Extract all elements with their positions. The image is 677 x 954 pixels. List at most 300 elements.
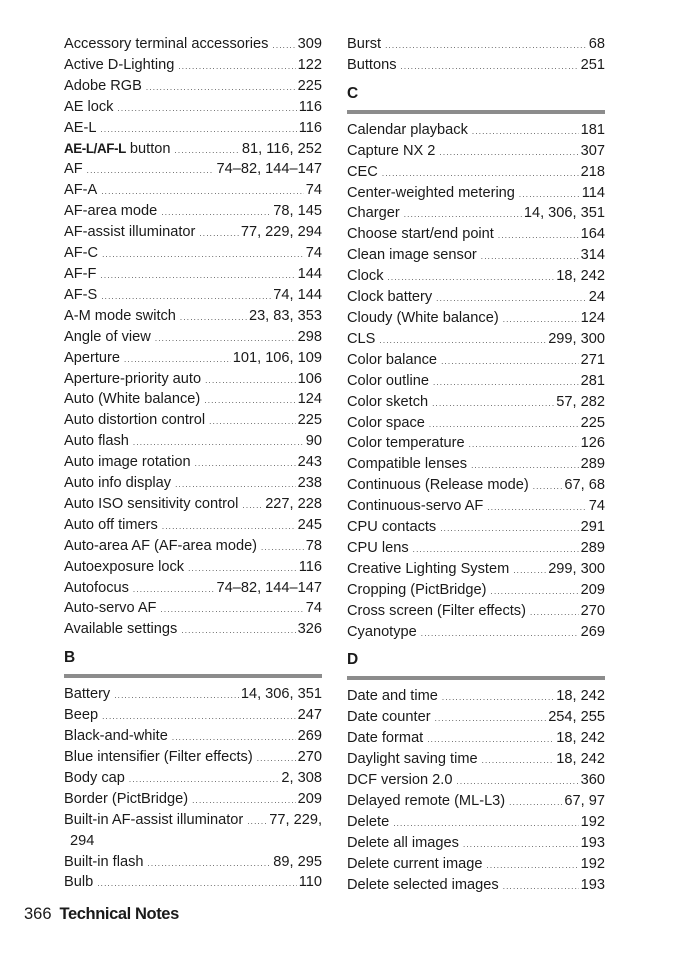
dot-leader xyxy=(440,525,578,533)
index-page-refs: 18, 242 xyxy=(556,688,605,705)
page-number: 366 xyxy=(24,905,52,923)
index-entry xyxy=(64,327,322,348)
index-page-refs: 181 xyxy=(580,121,605,138)
index-term: Battery xyxy=(64,686,111,703)
dot-leader xyxy=(441,358,579,366)
index-page-refs: 291 xyxy=(580,519,605,536)
dot-leader xyxy=(172,734,296,742)
index-entry xyxy=(64,76,322,97)
index-entry xyxy=(64,452,322,473)
index-page-refs: 74 xyxy=(305,182,322,199)
index-page-refs: 124 xyxy=(580,309,605,326)
dot-leader xyxy=(498,232,579,240)
index-page-refs: 90 xyxy=(305,433,322,450)
footer-section-title: Technical Notes xyxy=(59,905,179,923)
dot-leader xyxy=(114,692,239,700)
index-entry xyxy=(64,55,322,76)
dot-leader xyxy=(97,880,297,888)
dot-leader xyxy=(148,860,272,868)
dot-leader xyxy=(257,755,296,763)
dot-leader xyxy=(102,713,296,721)
index-term: Aperture-priority auto xyxy=(64,370,202,387)
index-term: Clock battery xyxy=(347,289,433,306)
index-term: AF xyxy=(64,161,83,178)
dot-leader xyxy=(385,42,587,50)
dot-leader xyxy=(393,820,578,828)
index-term xyxy=(64,139,171,160)
dot-leader xyxy=(192,797,296,805)
index-page-refs: 106 xyxy=(297,370,322,387)
index-term: AF-A xyxy=(64,182,98,199)
index-entry xyxy=(64,557,322,578)
index-page-refs: 271 xyxy=(580,351,605,368)
dot-leader xyxy=(155,335,296,343)
index-page-refs: 254, 255 xyxy=(548,709,605,726)
index-term: Color balance xyxy=(347,351,438,368)
index-term: Built-in flash xyxy=(64,853,144,870)
dot-leader xyxy=(533,483,563,491)
index-term: Buttons xyxy=(347,56,397,73)
index-entry xyxy=(347,812,605,833)
index-page-refs: 14, 306, 351 xyxy=(523,205,605,222)
index-entry xyxy=(64,118,322,139)
index-entry xyxy=(64,726,322,747)
index-page-refs: 57, 282 xyxy=(556,393,605,410)
index-entry xyxy=(347,454,605,475)
dot-leader xyxy=(509,799,562,807)
index-entry xyxy=(64,389,322,410)
index-entry xyxy=(347,266,605,287)
index-term: AE-L xyxy=(64,119,97,136)
index-entry xyxy=(347,433,605,454)
index-entry xyxy=(64,494,322,515)
index-entry xyxy=(64,97,322,118)
section-letter-d: D xyxy=(347,651,359,669)
index-page-refs: 144 xyxy=(297,265,322,282)
index-entry xyxy=(347,770,605,791)
index-page-refs: 209 xyxy=(297,790,322,807)
index-page-refs: 326 xyxy=(297,621,322,638)
dot-leader xyxy=(427,736,554,744)
index-entry xyxy=(64,306,322,327)
dot-leader xyxy=(433,379,579,387)
index-page-refs-continued: 294 xyxy=(70,832,95,849)
index-entry xyxy=(347,475,605,496)
index-page-refs: 360 xyxy=(580,772,605,789)
index-term: Auto distortion control xyxy=(64,412,206,429)
dot-leader xyxy=(471,462,579,470)
dot-leader xyxy=(242,502,263,510)
index-term: Built-in AF-assist illuminator xyxy=(64,811,244,828)
index-page-refs: 309 xyxy=(297,36,322,52)
index-term: Delayed remote (ML-L3) xyxy=(347,793,506,809)
index-term: Cross screen (Filter effects) xyxy=(347,602,526,619)
index-term: Bulb xyxy=(64,874,94,891)
index-page-refs: 193 xyxy=(580,876,605,893)
index-entry xyxy=(64,243,322,264)
index-entry xyxy=(64,180,322,201)
index-page-refs: 270 xyxy=(297,749,322,765)
dot-leader xyxy=(404,211,522,219)
index-term: Daylight saving time xyxy=(347,751,478,768)
index-term: Clock xyxy=(347,268,384,285)
dot-leader xyxy=(382,170,579,178)
index-entry xyxy=(64,222,322,243)
index-entry xyxy=(64,747,322,768)
index-term: Auto-servo AF xyxy=(64,600,157,617)
index-page-refs: 269 xyxy=(580,623,605,640)
index-page-refs: 14, 306, 351 xyxy=(240,686,322,703)
index-entry xyxy=(64,264,322,285)
index-entries-d xyxy=(347,686,605,895)
index-entry xyxy=(64,139,322,160)
index-term: Auto image rotation xyxy=(64,454,191,471)
index-entry xyxy=(64,473,322,494)
index-page-refs: 269 xyxy=(297,728,322,745)
index-term: AF-area mode xyxy=(64,203,158,220)
section-divider xyxy=(64,674,322,678)
index-page-refs: 81, 116, 252 xyxy=(241,140,322,157)
index-term: Burst xyxy=(347,36,382,52)
index-entry xyxy=(347,413,605,434)
dot-leader xyxy=(117,105,296,113)
index-page-refs: 89, 295 xyxy=(273,853,322,870)
index-term: Auto ISO sensitivity control xyxy=(64,495,239,512)
dot-leader xyxy=(161,209,271,217)
index-page-refs: 243 xyxy=(297,454,322,471)
index-term: Available settings xyxy=(64,621,178,638)
index-term: Color temperature xyxy=(347,435,465,452)
dot-leader xyxy=(209,418,295,426)
index-entries-c xyxy=(347,120,605,643)
index-entry xyxy=(347,55,605,76)
dot-leader xyxy=(439,149,578,157)
index-entry xyxy=(347,203,605,224)
dot-leader xyxy=(199,230,238,238)
index-entry xyxy=(64,431,322,452)
index-page-refs: 67, 97 xyxy=(564,793,605,809)
index-page-refs: 164 xyxy=(580,226,605,243)
index-entry xyxy=(347,350,605,371)
index-page-refs: 68 xyxy=(588,36,605,52)
index-entry xyxy=(347,371,605,392)
index-term: Adobe RGB xyxy=(64,77,142,94)
index-entry xyxy=(64,619,322,640)
dot-leader xyxy=(129,776,280,784)
index-page-refs: 209 xyxy=(580,581,605,598)
dot-leader xyxy=(87,167,215,175)
index-page-refs: 245 xyxy=(297,516,322,533)
index-term: CEC xyxy=(347,163,378,180)
index-page-refs: 74, 144 xyxy=(273,286,322,303)
dot-leader xyxy=(491,588,579,596)
dot-leader xyxy=(175,147,240,155)
dot-leader xyxy=(180,314,247,322)
index-entry xyxy=(347,329,605,350)
index-term: Cropping (PictBridge) xyxy=(347,581,487,598)
index-term: Center-weighted metering xyxy=(347,184,515,201)
index-entry xyxy=(347,580,605,601)
index-term: Capture NX 2 xyxy=(347,142,436,159)
index-term: Beep xyxy=(64,707,99,724)
index-entry xyxy=(347,392,605,413)
index-entry xyxy=(347,120,605,141)
index-entry xyxy=(347,308,605,329)
dot-leader xyxy=(100,126,296,134)
index-page-refs: 225 xyxy=(297,412,322,429)
index-term: Body cap xyxy=(64,769,125,786)
index-page-refs: 77, 229, 294 xyxy=(240,224,322,241)
dot-leader xyxy=(133,439,304,447)
dot-leader xyxy=(146,84,296,92)
index-entry xyxy=(64,369,322,390)
index-page-refs: 281 xyxy=(580,372,605,389)
index-page-refs: 114 xyxy=(581,184,605,201)
dot-leader xyxy=(487,504,586,512)
dot-leader xyxy=(432,400,554,408)
index-term: Autofocus xyxy=(64,579,129,596)
index-term: Creative Lighting System xyxy=(347,560,510,577)
index-term: Auto info display xyxy=(64,475,172,492)
dot-leader xyxy=(181,627,295,635)
index-term: Continuous (Release mode) xyxy=(347,477,529,494)
index-page-refs: 289 xyxy=(580,456,605,473)
index-entry xyxy=(347,287,605,308)
index-term: Aperture xyxy=(64,349,120,366)
index-page-refs: 78, 145 xyxy=(273,203,322,220)
index-entry xyxy=(347,791,605,812)
index-page-refs: 74 xyxy=(588,498,605,515)
index-term: Color sketch xyxy=(347,393,429,410)
index-term: CLS xyxy=(347,330,376,347)
index-page-refs: 124 xyxy=(297,391,322,408)
index-term: Delete current image xyxy=(347,855,483,872)
index-term: Date counter xyxy=(347,709,431,726)
index-page-refs: 307 xyxy=(580,142,605,159)
dot-leader xyxy=(442,694,554,702)
index-entry xyxy=(64,705,322,726)
index-entry xyxy=(347,517,605,538)
dot-leader xyxy=(401,63,579,71)
dot-leader xyxy=(178,63,295,71)
index-term: AF-C xyxy=(64,245,99,262)
index-term: Calendar playback xyxy=(347,121,468,138)
index-page-refs: 192 xyxy=(580,855,605,872)
dot-leader xyxy=(388,274,555,282)
index-entry xyxy=(64,348,322,369)
dot-leader xyxy=(472,128,579,136)
dot-leader xyxy=(456,778,578,786)
index-page-refs: 110 xyxy=(298,874,322,891)
dot-leader xyxy=(421,630,579,638)
dot-leader xyxy=(100,272,295,280)
index-entry xyxy=(64,285,322,306)
index-page-refs: 23, 83, 353 xyxy=(248,307,322,324)
index-term: AF-S xyxy=(64,286,98,303)
index-entry xyxy=(64,684,322,705)
index-page-refs: 193 xyxy=(580,834,605,851)
index-entry xyxy=(347,224,605,245)
dot-leader xyxy=(195,460,296,468)
section-letter-b: B xyxy=(64,649,76,667)
index-column-left xyxy=(64,34,322,893)
index-page-refs: 78 xyxy=(305,537,322,554)
index-term: Date and time xyxy=(347,688,438,705)
index-term: AF-assist illuminator xyxy=(64,224,196,241)
index-entry xyxy=(347,854,605,875)
index-entry xyxy=(347,749,605,770)
dot-leader xyxy=(435,715,547,723)
dot-leader xyxy=(272,42,295,50)
index-term: Border (PictBridge) xyxy=(64,790,189,807)
index-term: Date format xyxy=(347,730,424,747)
index-term: Black-and-white xyxy=(64,728,168,745)
index-term: Color outline xyxy=(347,372,429,389)
index-entry xyxy=(64,578,322,599)
section-letter-c: C xyxy=(347,84,359,102)
dot-leader xyxy=(436,295,587,303)
index-term: Choose start/end point xyxy=(347,226,494,243)
index-page-refs: 2, 308 xyxy=(281,769,322,786)
index-term: Color space xyxy=(347,414,425,431)
index-page-refs: 77, 229, xyxy=(269,811,322,828)
index-entry xyxy=(347,538,605,559)
index-term-control-name: AE-L/AF-L xyxy=(64,140,126,156)
index-entry xyxy=(64,598,322,619)
dot-leader xyxy=(503,883,579,891)
index-page-refs: 192 xyxy=(580,813,605,830)
index-entry xyxy=(64,410,322,431)
index-page-refs: 116 xyxy=(298,98,322,115)
dot-leader xyxy=(482,757,555,765)
index-page-refs: 18, 242 xyxy=(556,751,605,768)
index-entry xyxy=(347,686,605,707)
index-page-refs: 126 xyxy=(580,435,605,452)
index-term: DCF version 2.0 xyxy=(347,772,453,789)
index-section-c xyxy=(347,84,605,643)
index-term: Auto (White balance) xyxy=(64,391,201,408)
index-page-refs: 74 xyxy=(305,245,322,262)
index-page-refs: 251 xyxy=(580,56,605,73)
index-entry xyxy=(347,728,605,749)
index-term: A-M mode switch xyxy=(64,307,176,324)
index-page-refs: 116 xyxy=(298,558,322,575)
index-term: Delete all images xyxy=(347,834,459,851)
index-page-refs: 270 xyxy=(580,602,605,619)
dot-leader xyxy=(486,862,578,870)
index-entry xyxy=(64,536,322,557)
dot-leader xyxy=(413,546,579,554)
index-page-refs: 227, 228 xyxy=(265,495,322,512)
index-entry xyxy=(64,789,322,810)
index-section-d xyxy=(347,650,605,895)
index-page-refs: 101, 106, 109 xyxy=(232,349,322,366)
index-term: Charger xyxy=(347,205,400,222)
index-term: Blue intensifier (Filter effects) xyxy=(64,749,253,765)
dot-leader xyxy=(261,544,304,552)
index-term: AF-F xyxy=(64,265,97,282)
page-footer xyxy=(24,905,179,924)
index-term: Autoexposure lock xyxy=(64,558,185,575)
index-page-refs: 122 xyxy=(297,56,322,73)
dot-leader xyxy=(429,421,579,429)
index-entry xyxy=(64,515,322,536)
index-section-b xyxy=(64,648,322,893)
index-page-refs: 314 xyxy=(580,247,605,264)
index-entry xyxy=(64,768,322,789)
index-entry xyxy=(347,875,605,896)
index-term: Angle of view xyxy=(64,328,151,345)
index-term-text: button xyxy=(125,140,171,157)
index-term: Compatible lenses xyxy=(347,456,468,473)
index-entry xyxy=(347,141,605,162)
index-page-refs: 218 xyxy=(580,163,605,180)
index-page-refs: 18, 242 xyxy=(556,268,605,285)
index-entry xyxy=(64,852,322,873)
index-term: Clean image sensor xyxy=(347,247,477,264)
dot-leader xyxy=(513,567,546,575)
dot-leader xyxy=(463,841,579,849)
index-page-refs: 74–82, 144–147 xyxy=(216,161,322,178)
index-entry xyxy=(347,559,605,580)
index-page-refs: 238 xyxy=(297,475,322,492)
index-term: Active D-Lighting xyxy=(64,56,175,73)
index-page-refs: 116 xyxy=(298,119,322,136)
index-page-refs: 225 xyxy=(297,77,322,94)
index-entry xyxy=(64,872,322,893)
index-page-refs: 299, 300 xyxy=(548,560,605,577)
section-divider xyxy=(347,676,605,680)
index-section-a xyxy=(64,34,322,640)
dot-leader xyxy=(101,188,304,196)
index-term: Auto off timers xyxy=(64,516,158,533)
index-entry xyxy=(64,201,322,222)
index-entry xyxy=(347,183,605,204)
index-entry xyxy=(64,810,322,831)
dot-leader xyxy=(133,586,215,594)
dot-leader xyxy=(379,337,546,345)
dot-leader xyxy=(530,609,579,617)
section-divider xyxy=(347,110,605,114)
dot-leader xyxy=(519,191,580,199)
index-page-refs: 289 xyxy=(580,539,605,556)
index-page-refs: 298 xyxy=(297,328,322,345)
index-entry-continuation xyxy=(64,831,322,852)
dot-leader xyxy=(175,481,296,489)
dot-leader xyxy=(481,253,579,261)
index-page-refs: 18, 242 xyxy=(556,730,605,747)
index-page-refs: 247 xyxy=(297,707,322,724)
index-term: AE lock xyxy=(64,98,114,115)
index-term: CPU contacts xyxy=(347,519,437,536)
dot-leader xyxy=(469,441,579,449)
index-page-refs: 24 xyxy=(588,289,605,306)
index-entry xyxy=(347,601,605,622)
dot-leader xyxy=(162,523,296,531)
index-term: Auto-area AF (AF-area mode) xyxy=(64,537,258,554)
index-entry xyxy=(347,496,605,517)
index-page-refs: 299, 300 xyxy=(548,330,605,347)
index-page-refs: 225 xyxy=(580,414,605,431)
index-entry xyxy=(347,162,605,183)
index-column-right xyxy=(347,34,605,896)
dot-leader xyxy=(204,397,295,405)
dot-leader xyxy=(503,316,579,324)
index-page-refs: 74 xyxy=(305,600,322,617)
index-section-b-continued xyxy=(347,34,605,76)
index-entries-b xyxy=(64,684,322,893)
index-term: CPU lens xyxy=(347,539,409,556)
